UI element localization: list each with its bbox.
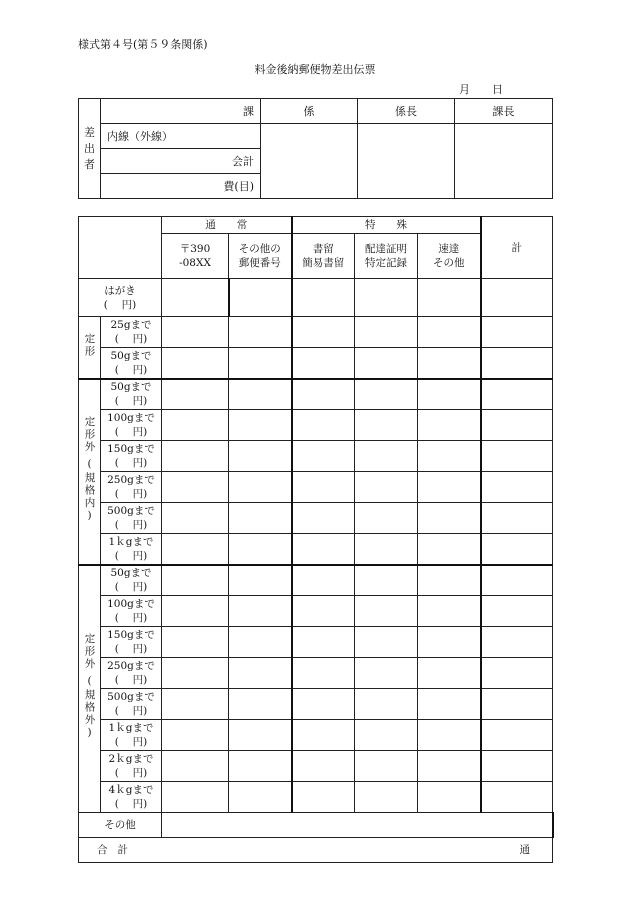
- cell-input[interactable]: [355, 410, 418, 441]
- cell-input[interactable]: [292, 410, 355, 441]
- cell-input[interactable]: [355, 627, 418, 658]
- weight-text: 2ｋgまで: [108, 753, 154, 765]
- cell-input[interactable]: [292, 534, 355, 565]
- cell-input[interactable]: [162, 658, 229, 689]
- cell-input[interactable]: [162, 410, 229, 441]
- cell-input[interactable]: [481, 782, 553, 813]
- extension-field[interactable]: [101, 124, 261, 149]
- cell-input[interactable]: [418, 782, 481, 813]
- col-other-zip-line: 郵便番号: [238, 257, 281, 269]
- cell-input[interactable]: [229, 279, 292, 317]
- cell-input[interactable]: [162, 472, 229, 503]
- weight-price: ( 円): [114, 395, 148, 408]
- teikeigai-out-label: [79, 565, 101, 813]
- cell-input[interactable]: [292, 348, 355, 379]
- col-other-zip: [229, 234, 292, 279]
- weight-text: 1ｋgまで: [108, 722, 154, 734]
- cell-input[interactable]: [229, 441, 292, 472]
- special-header: 特 殊: [292, 217, 481, 234]
- cell-input[interactable]: [292, 441, 355, 472]
- cell-input[interactable]: [355, 317, 418, 348]
- weight-label: [101, 782, 162, 813]
- postcard-price: ( 円): [103, 298, 137, 311]
- weight-label: [101, 472, 162, 503]
- cell-input[interactable]: [355, 441, 418, 472]
- cell-input[interactable]: [229, 534, 292, 565]
- cell-input[interactable]: [292, 317, 355, 348]
- cell-input[interactable]: [229, 317, 292, 348]
- weight-label: [101, 379, 162, 410]
- cell-input[interactable]: [229, 627, 292, 658]
- cell-input[interactable]: [418, 279, 481, 317]
- cell-input[interactable]: [481, 720, 553, 751]
- cell-input[interactable]: [481, 441, 553, 472]
- weight-label: [101, 348, 162, 379]
- weight-text: 100gまで: [107, 412, 155, 424]
- cell-input[interactable]: [481, 565, 553, 596]
- cell-input[interactable]: [418, 441, 481, 472]
- cell-input[interactable]: [162, 503, 229, 534]
- teikei-label-text: 定形: [83, 332, 96, 358]
- expense-label: 費(目): [223, 180, 254, 193]
- cell-input[interactable]: [162, 348, 229, 379]
- cell-input[interactable]: [292, 596, 355, 627]
- weight-label: [101, 441, 162, 472]
- sender-side-char: 者: [84, 157, 95, 171]
- cell-input[interactable]: [292, 720, 355, 751]
- stamp-box-kakaricho[interactable]: [358, 124, 455, 199]
- cell-input[interactable]: [229, 751, 292, 782]
- sender-table: [78, 98, 553, 199]
- teikeigai-in-label-text: 定形外: [83, 416, 96, 454]
- cell-input[interactable]: [229, 782, 292, 813]
- cell-input[interactable]: [418, 751, 481, 782]
- cell-input[interactable]: [418, 689, 481, 720]
- weight-text: 50gまで: [110, 381, 152, 394]
- sender-side-label: [79, 99, 101, 199]
- sum-label: 合計: [79, 838, 292, 863]
- weight-price: ( 円): [114, 426, 148, 438]
- cell-input[interactable]: [418, 503, 481, 534]
- weight-price: ( 円): [114, 643, 148, 655]
- weight-text: 50gまで: [110, 567, 152, 580]
- cell-input[interactable]: [229, 379, 292, 410]
- cell-input[interactable]: [418, 658, 481, 689]
- col-registered-line: 書留: [312, 243, 334, 255]
- weight-price: ( 円): [114, 674, 148, 686]
- cell-input[interactable]: [481, 689, 553, 720]
- cell-input[interactable]: [418, 410, 481, 441]
- weight-label: [101, 751, 162, 782]
- weight-text: 4ｋgまで: [108, 784, 154, 796]
- weight-text: 250gまで: [107, 660, 155, 672]
- cell-input[interactable]: [355, 472, 418, 503]
- cell-input[interactable]: [229, 689, 292, 720]
- cell-input[interactable]: [418, 596, 481, 627]
- postcard-name: はがき: [104, 284, 136, 297]
- cell-input[interactable]: [481, 472, 553, 503]
- teikeigai-in-label: [79, 379, 101, 565]
- weight-label: [101, 720, 162, 751]
- cell-input[interactable]: [481, 627, 553, 658]
- weight-label: [101, 534, 162, 565]
- cell-input[interactable]: [292, 565, 355, 596]
- teikei-label: [79, 317, 101, 379]
- cell-input[interactable]: [418, 379, 481, 410]
- cell-input[interactable]: [162, 279, 229, 317]
- weight-label: [101, 503, 162, 534]
- cell-input[interactable]: [229, 472, 292, 503]
- other-input[interactable]: [162, 813, 553, 838]
- weight-text: 25gまで: [110, 319, 152, 331]
- cell-input[interactable]: [418, 534, 481, 565]
- date-day-label: 日: [492, 83, 503, 96]
- cell-input[interactable]: [481, 410, 553, 441]
- col-express: [418, 234, 481, 279]
- weight-label: [101, 596, 162, 627]
- cell-input[interactable]: [355, 279, 418, 317]
- cell-input[interactable]: [355, 720, 418, 751]
- sender-side-char: 出: [84, 141, 95, 155]
- cell-input[interactable]: [162, 627, 229, 658]
- approval-head-kakari: 係: [261, 99, 358, 124]
- cell-input[interactable]: [418, 720, 481, 751]
- weight-label: [101, 689, 162, 720]
- col-delivery-line: 配達証明: [365, 243, 407, 255]
- weight-text: 1ｋgまで: [108, 535, 154, 548]
- col-delivery: [355, 234, 418, 279]
- cell-input[interactable]: [162, 379, 229, 410]
- weight-label: [101, 658, 162, 689]
- cell-input[interactable]: [292, 627, 355, 658]
- weight-text: 150gまで: [107, 629, 155, 641]
- cell-input[interactable]: [481, 534, 553, 565]
- weight-label: [101, 565, 162, 596]
- weight-price: ( 円): [114, 549, 148, 562]
- cell-input[interactable]: [355, 751, 418, 782]
- col-delivery-line: 特定記録: [365, 257, 407, 269]
- weight-price: ( 円): [114, 333, 148, 345]
- cell-input[interactable]: [481, 279, 553, 317]
- cell-input[interactable]: [481, 348, 553, 379]
- cell-input[interactable]: [292, 751, 355, 782]
- date-month-label: 月: [459, 83, 470, 96]
- cell-input[interactable]: [162, 720, 229, 751]
- form-title: 料金後納郵便物差出伝票: [254, 63, 376, 76]
- col-390: [162, 234, 229, 279]
- cell-input[interactable]: [481, 503, 553, 534]
- cell-input[interactable]: [162, 534, 229, 565]
- cell-input[interactable]: [355, 503, 418, 534]
- weight-price: ( 円): [114, 612, 148, 624]
- weight-text: 50gまで: [110, 349, 152, 362]
- cell-input[interactable]: [162, 751, 229, 782]
- col-express-line: 速達: [438, 243, 460, 255]
- cell-input[interactable]: [292, 379, 355, 410]
- cell-input[interactable]: [355, 379, 418, 410]
- cell-input[interactable]: [355, 534, 418, 565]
- weight-text: 500gまで: [107, 691, 155, 703]
- section-label: 課: [243, 105, 254, 118]
- cell-input[interactable]: [355, 689, 418, 720]
- cell-input[interactable]: [162, 565, 229, 596]
- cell-input[interactable]: [418, 627, 481, 658]
- cell-input[interactable]: [481, 379, 553, 410]
- extension-label: 内線（外線）: [107, 130, 173, 143]
- weight-price: ( 円): [114, 457, 148, 469]
- cell-input[interactable]: [355, 596, 418, 627]
- approval-head-kacho: 課長: [455, 99, 553, 124]
- cell-input[interactable]: [481, 658, 553, 689]
- approval-head-kakaricho: 係長: [358, 99, 455, 124]
- postcard-label: [79, 279, 162, 317]
- total-header: 計: [481, 217, 553, 279]
- weight-text: 250gまで: [107, 474, 155, 486]
- cell-input[interactable]: [355, 658, 418, 689]
- cell-input[interactable]: [292, 782, 355, 813]
- col-390-line: -08XX: [179, 257, 211, 269]
- cell-input[interactable]: [229, 720, 292, 751]
- cell-input[interactable]: [355, 348, 418, 379]
- cell-input[interactable]: [229, 410, 292, 441]
- weight-price: ( 円): [114, 767, 148, 779]
- cell-input[interactable]: [292, 472, 355, 503]
- accounting-field[interactable]: [101, 149, 261, 174]
- cell-input[interactable]: [162, 782, 229, 813]
- weight-price: ( 円): [114, 363, 148, 376]
- weight-price: ( 円): [114, 798, 148, 810]
- weight-price: ( 円): [114, 736, 148, 748]
- col-other-zip-line: その他の: [238, 243, 281, 255]
- cell-input[interactable]: [162, 441, 229, 472]
- normal-header: 通 常: [162, 217, 292, 234]
- expense-field[interactable]: [101, 174, 261, 199]
- teikeigai-out-sub-text: (規格外): [83, 674, 96, 741]
- cell-input[interactable]: [418, 565, 481, 596]
- section-field[interactable]: [101, 99, 261, 124]
- cell-input[interactable]: [355, 782, 418, 813]
- cell-input[interactable]: [292, 689, 355, 720]
- col-registered-line: 簡易書留: [302, 257, 345, 269]
- cell-input[interactable]: [481, 596, 553, 627]
- weight-label: [101, 317, 162, 348]
- cell-input[interactable]: [229, 348, 292, 379]
- weight-label: [101, 410, 162, 441]
- stamp-box-kakari[interactable]: [261, 124, 358, 199]
- cell-input[interactable]: [292, 658, 355, 689]
- weight-price: ( 円): [114, 705, 148, 717]
- cell-input[interactable]: [355, 565, 418, 596]
- cell-input[interactable]: [292, 503, 355, 534]
- cell-input[interactable]: [229, 596, 292, 627]
- cell-input[interactable]: [162, 317, 229, 348]
- accounting-label: 会計: [232, 155, 254, 168]
- weight-price: ( 円): [114, 519, 148, 531]
- col-390-line: 〒390: [179, 243, 211, 255]
- col-registered: [292, 234, 355, 279]
- stamp-box-kacho[interactable]: [455, 124, 553, 199]
- cell-input[interactable]: [418, 348, 481, 379]
- cell-input[interactable]: [229, 503, 292, 534]
- weight-text: 100gまで: [107, 598, 155, 610]
- weight-price: ( 円): [114, 488, 148, 500]
- weight-text: 500gまで: [107, 505, 155, 517]
- cell-input[interactable]: [162, 596, 229, 627]
- cell-input[interactable]: [481, 751, 553, 782]
- sum-unit: 通: [292, 838, 553, 863]
- weight-label: [101, 627, 162, 658]
- cell-input[interactable]: [229, 658, 292, 689]
- cell-input[interactable]: [162, 689, 229, 720]
- teikeigai-out-label-text: 定形外: [83, 633, 96, 671]
- cell-input[interactable]: [418, 472, 481, 503]
- other-label: その他: [79, 813, 162, 838]
- cell-input[interactable]: [418, 317, 481, 348]
- teikeigai-in-sub-text: (規格内): [83, 457, 96, 523]
- cell-input[interactable]: [292, 279, 355, 317]
- header-blank: [79, 217, 162, 279]
- sender-side-char: 差: [84, 125, 95, 139]
- form-number: 様式第４号(第５９条関係): [78, 38, 208, 51]
- weight-text: 150gまで: [107, 443, 155, 455]
- col-express-line: その他: [433, 257, 465, 269]
- postage-table: [78, 216, 554, 863]
- cell-input[interactable]: [229, 565, 292, 596]
- weight-price: ( 円): [114, 581, 148, 594]
- cell-input[interactable]: [481, 317, 553, 348]
